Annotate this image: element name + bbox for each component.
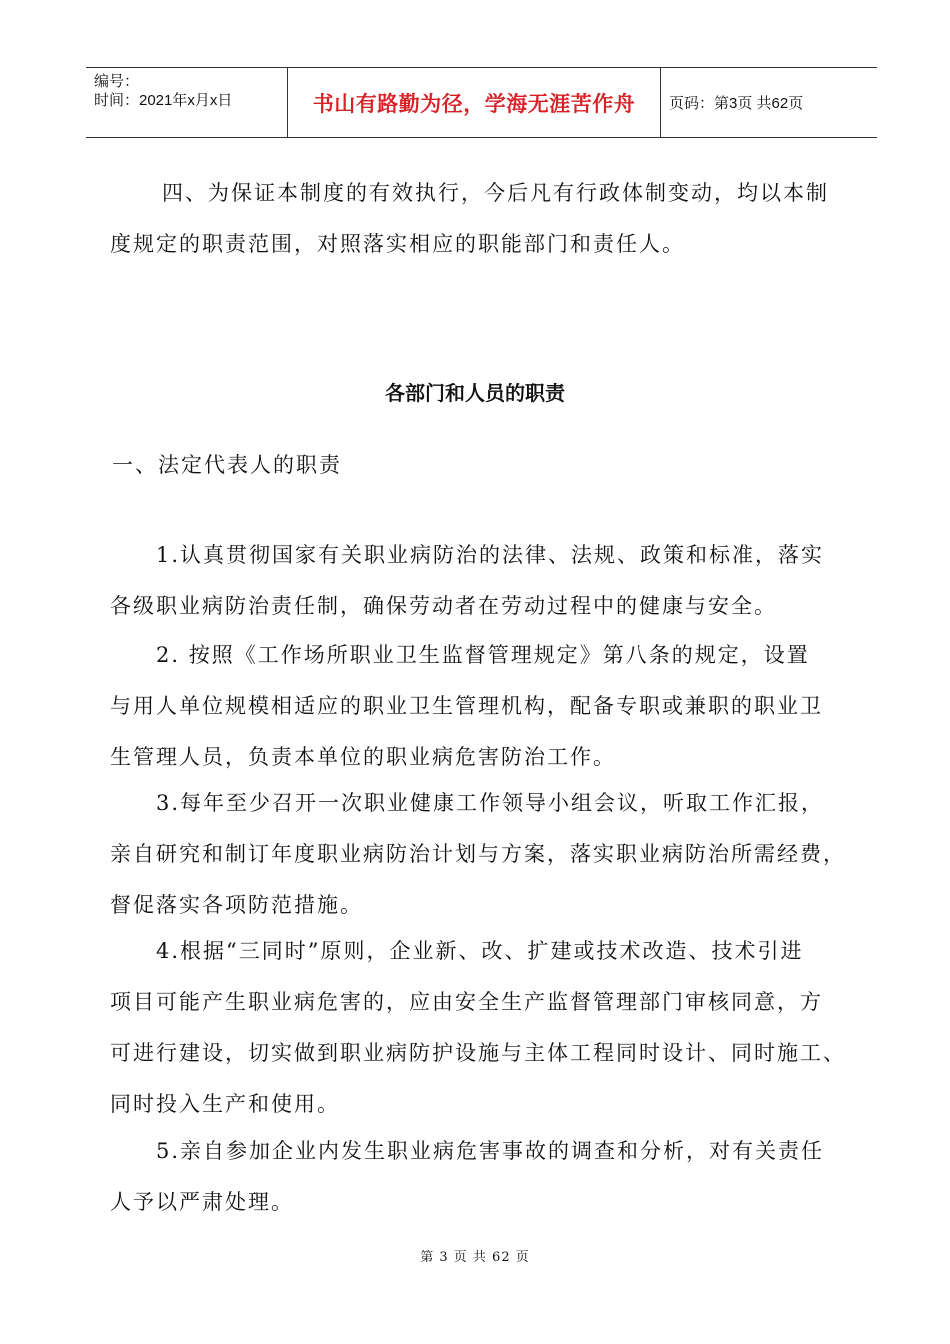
item-1	[110, 530, 870, 632]
item4-line4: 同时投入生产和使用。	[110, 1092, 340, 1116]
page-header	[86, 67, 877, 138]
page-footer: 第 3 页 共 62 页	[420, 1250, 530, 1265]
section-subtitle: 一、法定代表人的职责	[112, 453, 342, 477]
header-meta	[86, 68, 288, 137]
item2-line2: 与用人单位规模相适应的职业卫生管理机构，配备专职或兼职的职业卫	[110, 694, 823, 718]
item3-line3: 督促落实各项防范措施。	[110, 893, 363, 917]
item-5	[110, 1126, 870, 1228]
time-label: 时间：2021年x月x日	[94, 92, 233, 109]
item1-line2: 各级职业病防治责任制，确保劳动者在劳动过程中的健康与安全。	[110, 594, 777, 618]
item5-line1: 5.亲自参加企业内发生职业病危害事故的调查和分析，对有关责任	[156, 1139, 825, 1163]
header-page-info: 页码：第3页 共62页	[669, 95, 804, 112]
para4-line1: 四、为保证本制度的有效执行，今后凡有行政体制变动，均以本制	[162, 181, 829, 205]
item5-line2: 人予以严肃处理。	[110, 1190, 294, 1214]
item1-line1: 1.认真贯彻国家有关职业病防治的法律、法规、政策和标准，落实	[156, 543, 825, 567]
section-title: 各部门和人员的职责	[385, 381, 565, 405]
section-subtitle-block	[110, 440, 870, 491]
header-motto-cell	[288, 68, 661, 137]
item4-line1: 4.根据“三同时”原则，企业新、改、扩建或技术改造、技术引进	[156, 939, 804, 963]
item-3	[110, 778, 870, 931]
item3-line1: 3.每年至少召开一次职业健康工作领导小组会议，听取工作汇报，	[156, 791, 825, 815]
header-page-cell	[661, 68, 877, 137]
item4-line3: 可进行建设，切实做到职业病防护设施与主体工程同时设计、同时施工、	[110, 1041, 846, 1065]
code-label: 编号：	[94, 73, 140, 90]
item2-line1: 2. 按照《工作场所职业卫生监督管理规定》第八条的规定，设置	[156, 643, 810, 667]
item-2	[110, 630, 870, 783]
item4-line2: 项目可能产生职业病危害的，应由安全生产监督管理部门审核同意，方	[110, 990, 823, 1014]
paragraph-4	[110, 168, 870, 270]
item2-line3: 生管理人员，负责本单位的职业病危害防治工作。	[110, 745, 616, 769]
motto: 书山有路勤为径，学海无涯苦作舟	[312, 91, 636, 116]
item-4	[110, 926, 870, 1130]
para4-line2: 度规定的职责范围，对照落实相应的职能部门和责任人。	[110, 232, 685, 256]
item3-line2: 亲自研究和制订年度职业病防治计划与方案，落实职业病防治所需经费，	[110, 842, 846, 866]
